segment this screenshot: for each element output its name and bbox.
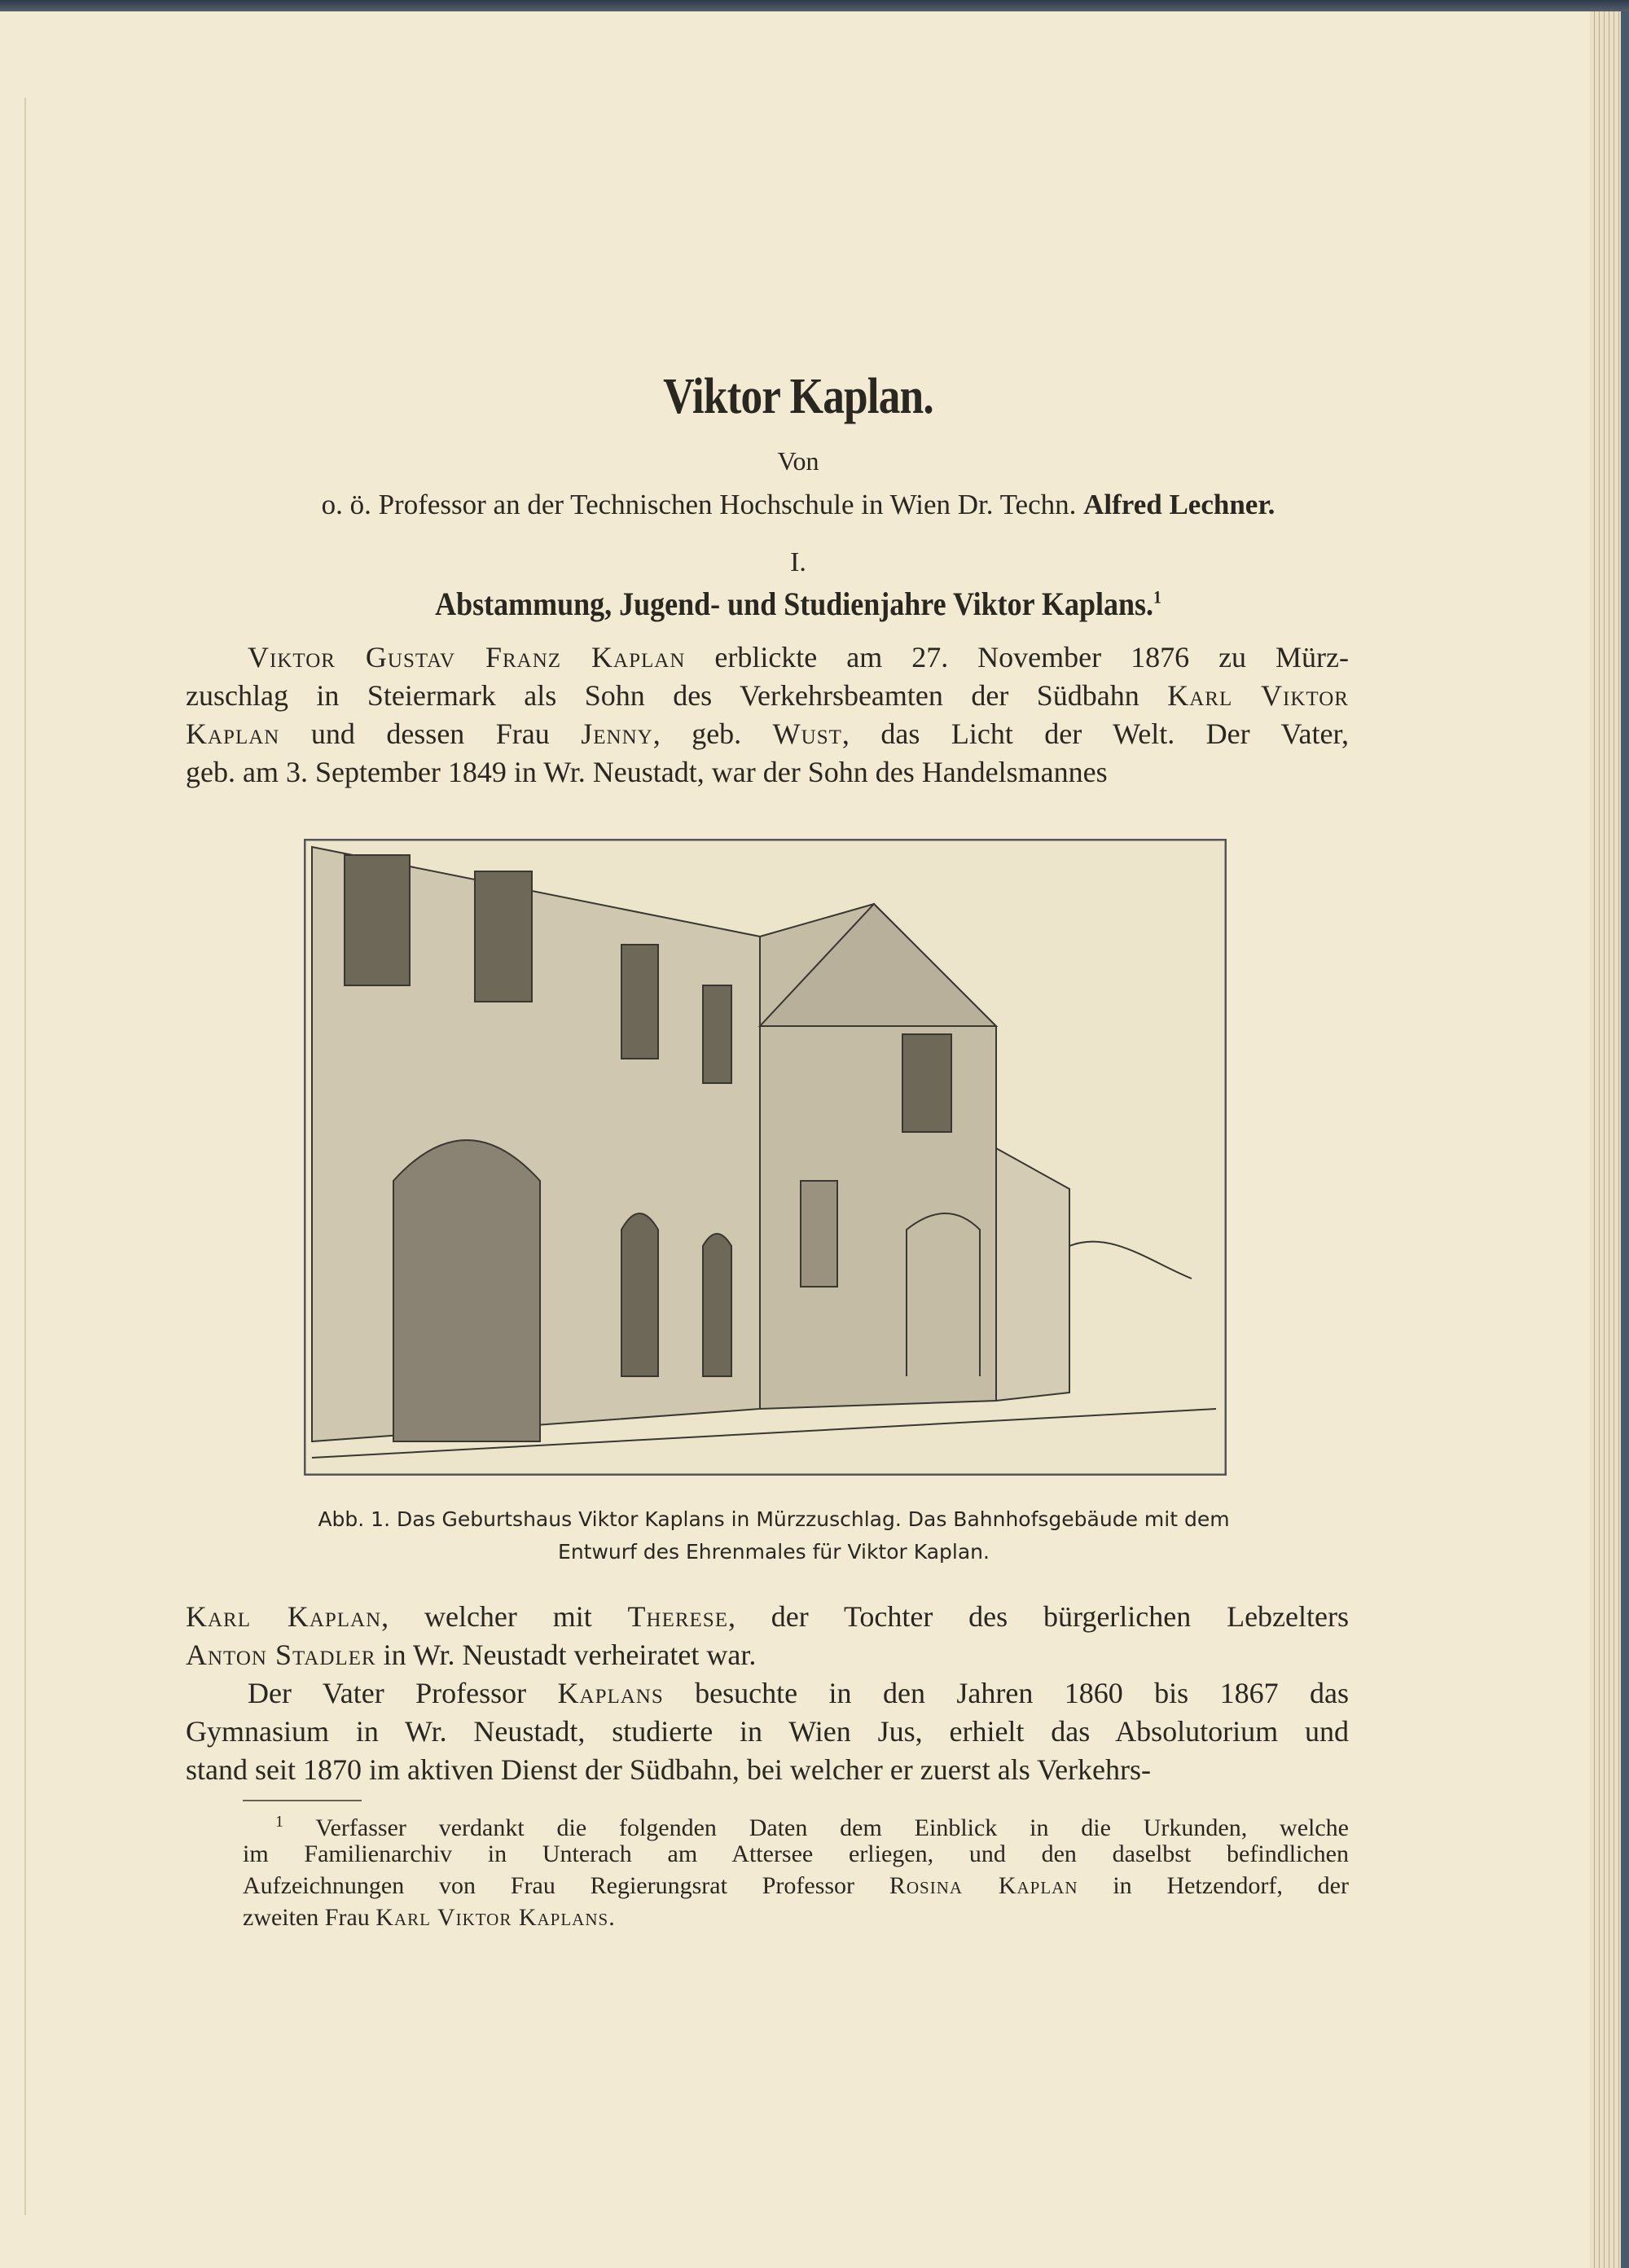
arched-window <box>621 1213 658 1376</box>
footnote <box>243 1806 1349 1933</box>
text-line <box>243 1870 1349 1902</box>
text-segment: erblickte am 27. November 1876 zu Mürz- <box>685 641 1349 673</box>
text-segment: zweiten Frau <box>243 1904 376 1931</box>
section-heading <box>80 585 1517 623</box>
paragraph-1 <box>186 638 1349 792</box>
text-segment: im Familienarchiv in Unterach am Attersee erliegen, und den daselbst befindlichen <box>243 1840 1349 1867</box>
text-segment: . <box>608 1904 615 1931</box>
text-segment: und dessen Frau <box>279 717 582 750</box>
figure-caption <box>195 1503 1352 1568</box>
text-segment: Gymnasium in Wr. Neustadt, studierte in Wien Jus, erhielt das Absolutorium und <box>186 1715 1349 1748</box>
text-segment: in Hetzendorf, der <box>1078 1872 1349 1899</box>
paragraph-3 <box>186 1674 1349 1789</box>
text-segment: Der Vater Professor <box>248 1677 558 1709</box>
text-line <box>186 715 1349 753</box>
text-line <box>243 1806 1349 1841</box>
text-segment: in Wr. Neustadt verheiratet war. <box>375 1638 757 1671</box>
text-line <box>186 638 1349 677</box>
window <box>902 1034 951 1132</box>
name-smallcaps: Anton Stadler <box>186 1638 376 1671</box>
arched-door <box>393 1140 540 1441</box>
name-smallcaps: Karl Kaplan <box>186 1600 382 1633</box>
window <box>703 985 731 1083</box>
article-title: Viktor Kaplan. <box>663 369 933 424</box>
building-right-wing <box>996 1148 1069 1401</box>
name-smallcaps: Kaplan <box>186 717 280 750</box>
caption-line-2: Entwurf des Ehrenmales für Viktor Kaplan. <box>558 1540 990 1564</box>
arched-window <box>703 1234 731 1376</box>
text-segment: , das Licht der Welt. Der Vater, <box>841 717 1349 750</box>
text-line <box>186 1713 1349 1751</box>
author-name: Alfred Lechner. <box>1083 489 1276 520</box>
text-segment: Verfasser verdankt die folgenden Daten dem Einblick in die Urkunden, welche <box>283 1814 1349 1841</box>
section-number: I. <box>790 547 806 577</box>
text-line <box>243 1838 1349 1870</box>
text-segment: , welcher mit <box>381 1600 628 1633</box>
book-cover-side <box>1621 11 1629 2268</box>
text-segment: , geb. <box>652 717 773 750</box>
text-line <box>243 1902 1349 1933</box>
name-smallcaps: Jenny <box>581 717 653 750</box>
section-heading-text: Abstammung, Jugend- und Studienjahre Viktor Kaplans. <box>435 586 1154 622</box>
figure-birthplace-sketch <box>304 839 1227 1476</box>
paragraph-2 <box>186 1598 1349 1674</box>
name-smallcaps: Karl Viktor <box>1167 679 1349 712</box>
name-smallcaps: Therese <box>627 1600 728 1633</box>
footnote-mark: 1 <box>1153 586 1161 608</box>
memorial-plaque <box>801 1181 837 1287</box>
caption-line-1: Abb. 1. Das Geburtshaus Viktor Kaplans in Mürzzuschlag. Das Bahnhofsgebäude mit dem <box>318 1507 1230 1531</box>
window <box>345 855 410 985</box>
text-line <box>186 677 1349 715</box>
text-segment: geb. am 3. September 1849 in Wr. Neustadt, war der Sohn des Handelsmannes <box>186 756 1108 788</box>
name-smallcaps: Kaplans <box>557 1677 664 1709</box>
footnote-number: 1 <box>275 1813 283 1831</box>
text-line <box>186 1751 1349 1789</box>
name-smallcaps: Karl Viktor Kaplans <box>375 1904 609 1931</box>
text-segment: , der Tochter des bürgerlichen Lebzelters <box>727 1600 1349 1633</box>
byline-von: Von <box>777 446 819 476</box>
name-smallcaps: Viktor Gustav Franz Kaplan <box>248 641 686 673</box>
book-cover-edge <box>0 0 1629 11</box>
text-line <box>186 753 1349 792</box>
author-affiliation: o. ö. Professor an der Technischen Hochschule in Wien Dr. Techn. <box>321 489 1077 520</box>
window <box>475 871 532 1002</box>
name-smallcaps: Wust <box>772 717 842 750</box>
footnote-rule <box>243 1800 362 1801</box>
text-segment: Aufzeichnungen von Frau Regierungsrat Professor <box>243 1872 889 1899</box>
text-line <box>186 1598 1349 1636</box>
name-smallcaps: Rosina Kaplan <box>889 1872 1078 1899</box>
text-line <box>186 1674 1349 1713</box>
text-line <box>186 1636 1349 1674</box>
window <box>621 945 658 1059</box>
text-segment: zuschlag in Steiermark als Sohn des Verkehrsbeamten der Südbahn <box>186 679 1168 712</box>
author-line <box>0 489 1596 521</box>
text-segment: besuchte in den Jahren 1860 bis 1867 das <box>663 1677 1349 1709</box>
page-gutter-line <box>24 98 26 2215</box>
text-segment: stand seit 1870 im aktiven Dienst der Südbahn, bei welcher er zuerst als Verkehrs- <box>186 1753 1152 1786</box>
